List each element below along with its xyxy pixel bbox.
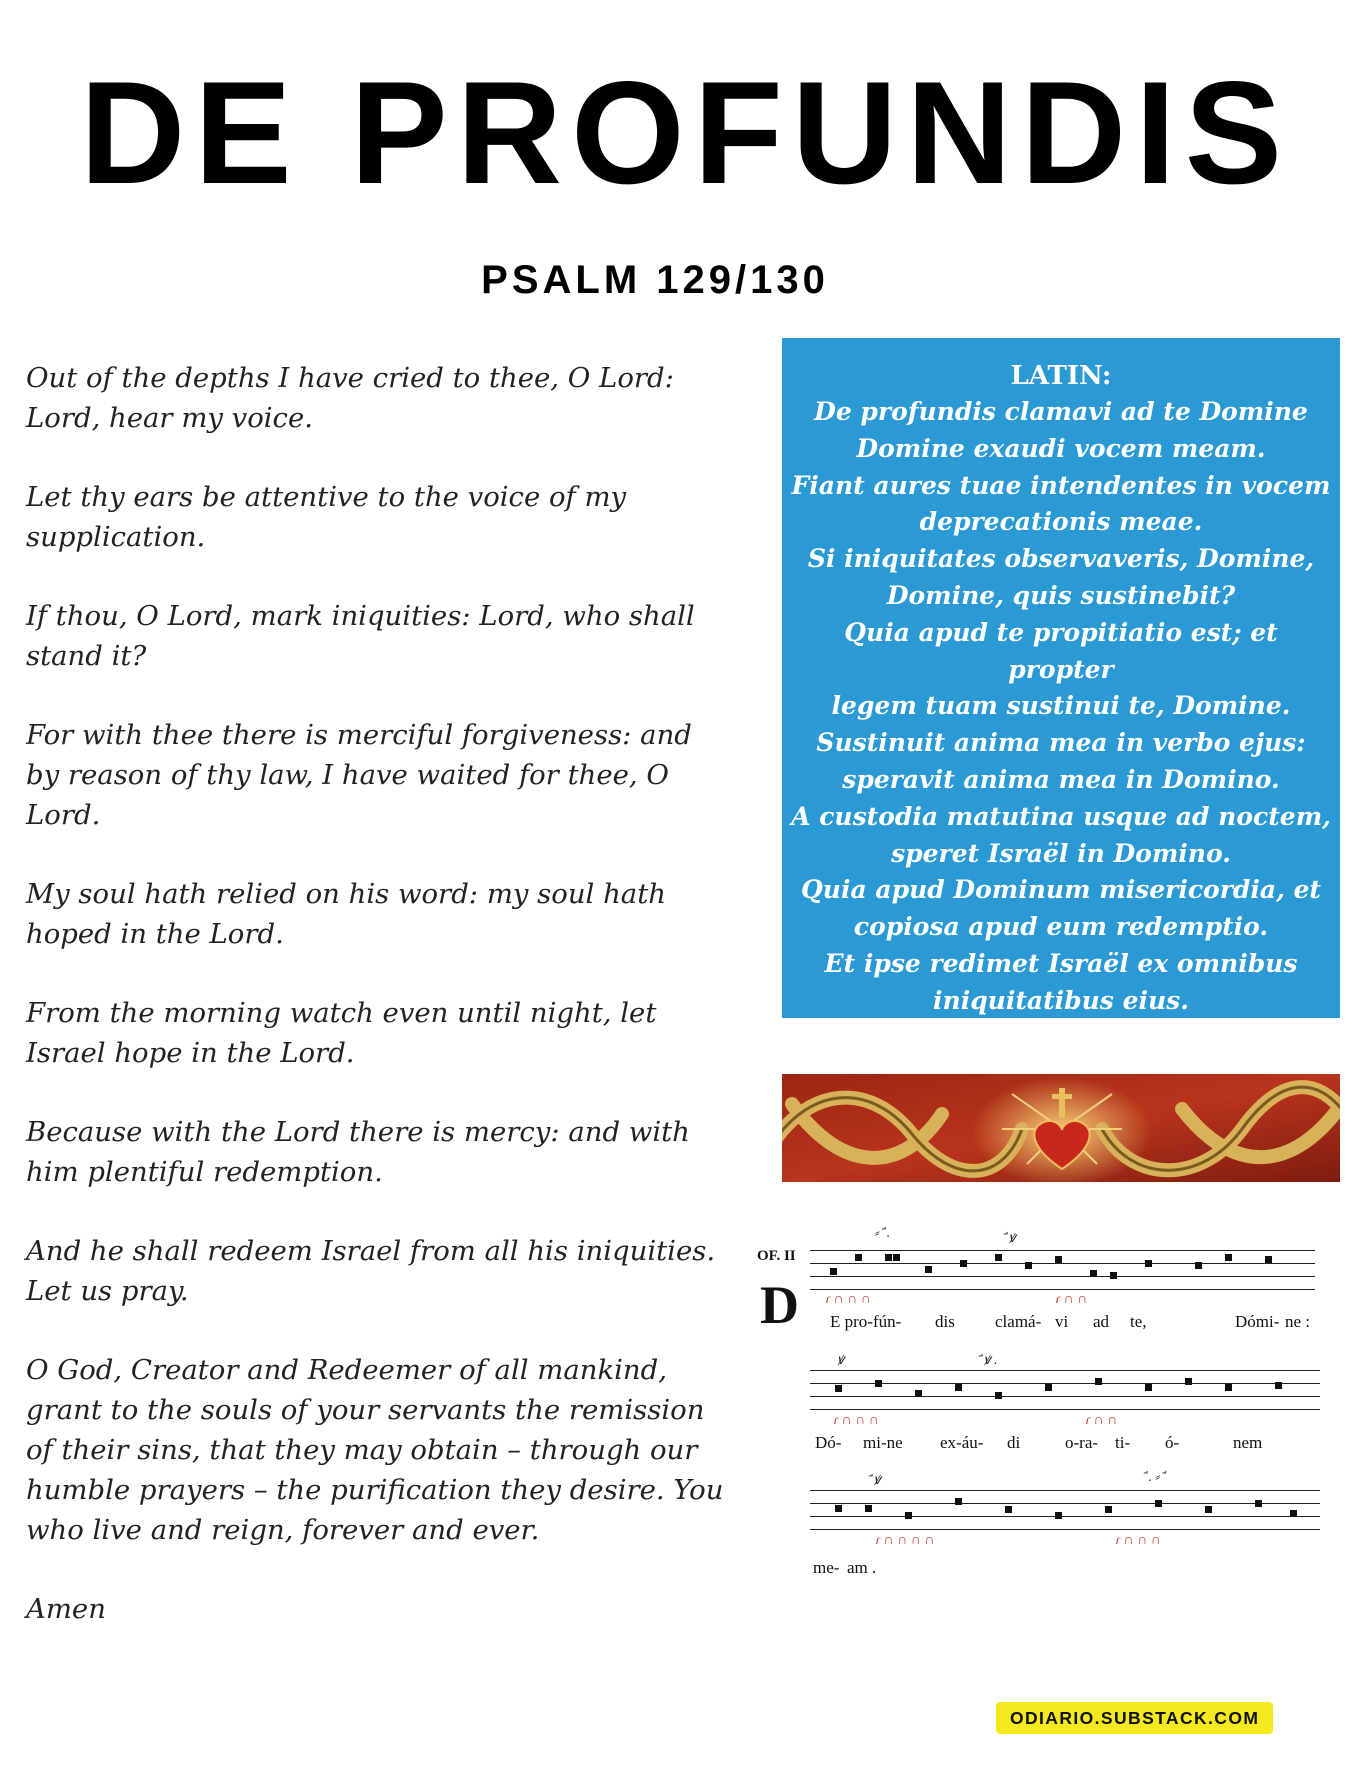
chant-note [905,1512,912,1519]
chant-note [1055,1256,1062,1263]
chant-lyric: o-ra- [1065,1433,1099,1452]
chant-lyric: te, [1130,1312,1147,1331]
latin-line: A custodia matutina usque ad noctem, [791,801,1331,831]
english-verse: For with thee there is merciful forgiveness: and by reason of thy law, I have waited for thee, O Lord. [26,719,692,831]
latin-line: De profundis clamavi ad te Domine [814,397,1308,426]
chant-lyric: ne : [1285,1312,1311,1331]
latin-line: legem tuam sustinui te, Domine. [831,691,1291,721]
latin-line: iniquitatibus eius. [933,985,1189,1015]
chant-lyric: ó- [1165,1433,1180,1452]
chant-note [835,1505,842,1512]
chant-neume: ꜚ ꝟ [1005,1231,1016,1246]
website-badge[interactable]: ODIARIO.SUBSTACK.COM [996,1702,1273,1734]
latin-line: Domine exaudi vocem meam. [856,433,1266,463]
latin-line: Sustinuit anima mea in verbo ejus: [816,728,1306,758]
chant-neume: ɾ ∩ ∩ ∩ [833,1413,879,1428]
sacred-heart-banner-image [782,1074,1340,1182]
chant-note [960,1260,967,1267]
chant-note [995,1392,1002,1399]
english-prayer: O God, Creator and Redeemer of all mankind, grant to the souls of your servants the remission of their sins, that they may obtain – through our humble prayers – the purification they desire. You who live and reign, forever and ever. [26,1354,724,1546]
chant-note [1265,1256,1272,1263]
chant-note [830,1268,837,1275]
chant-note [995,1254,1002,1261]
english-translation [26,358,726,1668]
chant-note [925,1266,932,1273]
chant-lyric: clamá- [995,1312,1042,1331]
latin-line: Si iniquitates observaveris, Domine, [807,544,1315,574]
chant-lyric: am . [847,1558,877,1577]
english-verse: From the morning watch even until night, let Israel hope in the Lord. [26,997,657,1069]
chant-note [1095,1378,1102,1385]
gregorian-chant-score [755,1220,1355,1600]
chant-note [1195,1262,1202,1269]
chant-initial: D [760,1275,799,1335]
english-verse: If thou, O Lord, mark iniquities: Lord, who shall stand it? [26,600,695,672]
chant-note [1275,1382,1282,1389]
latin-line: Quia apud te propitiatio est; et propter [844,617,1278,684]
english-verse: Out of the depths I have cried to thee, O Lord: Lord, hear my voice. [26,362,674,434]
chant-lyric: ad [1093,1312,1110,1331]
chant-note [1090,1270,1097,1277]
chant-neume: ꝟ [837,1353,845,1368]
english-verse: And he shall redeem Israel from all his iniquities. Let us pray. [26,1235,716,1307]
chant-staff [810,1370,1320,1410]
chant-note [1005,1506,1012,1513]
latin-heading: LATIN: [1010,361,1112,391]
chant-lyric: vi [1055,1312,1069,1331]
latin-line: speret Israël in Domino. [891,838,1231,868]
chant-note [1110,1272,1117,1279]
chant-mode: OF. II [757,1248,796,1264]
chant-note [1205,1506,1212,1513]
chant-note [1105,1506,1112,1513]
chant-staff [810,1490,1320,1530]
chant-lyric: ti- [1115,1433,1131,1452]
page-subtitle: PSALM 129/130 [481,258,829,302]
chant-note [885,1254,892,1261]
chant-note [1225,1254,1232,1261]
chant-neume: ɾ ∩ ∩ [1085,1413,1118,1428]
chant-lyric: E pro-fún- [830,1312,902,1331]
chant-neume: ꜚ . ⸗ ꜚ [1145,1470,1164,1485]
english-amen: Amen [26,1593,106,1625]
chant-lyric: dis [935,1312,955,1331]
page-title: DE PROFUNDIS [79,51,1292,214]
chant-note [955,1384,962,1391]
chant-note [915,1390,922,1397]
chant-lyric: nem [1233,1433,1263,1452]
chant-note [875,1380,882,1387]
english-verse: My soul hath relied on his word: my soul hath hoped in the Lord. [26,878,666,950]
latin-line: speravit anima mea in Domino. [842,764,1280,794]
english-verse: Let thy ears be attentive to the voice of my supplication. [26,481,627,553]
chant-note [1155,1500,1162,1507]
chant-note [1025,1262,1032,1269]
sacred-heart-illustration [782,1074,1340,1182]
chant-note [955,1498,962,1505]
chant-note [1145,1384,1152,1391]
latin-line: Quia apud Dominum misericordia, et [801,875,1321,905]
chant-note [1145,1260,1152,1267]
chant-neume: ⸗ ꜚ . [875,1226,891,1241]
chant-note [1225,1384,1232,1391]
chant-neume: ɾ ∩ ∩ ∩ [1115,1533,1161,1548]
chant-note [1055,1512,1062,1519]
chant-note [1045,1384,1052,1391]
latin-line: Domine, quis sustinebit? [886,580,1236,610]
chant-note [893,1254,900,1261]
chant-lyric: Dómi- [1235,1312,1280,1331]
chant-lyric: me- [813,1558,840,1577]
chant-lyric: mi-ne [863,1433,903,1452]
latin-line: Et ipse redimet Israël ex omnibus [824,948,1298,978]
chant-lyric: di [1007,1433,1021,1452]
english-verse: Because with the Lord there is mercy: and with him plentiful redemption. [26,1116,690,1188]
chant-neume: ɾ ∩ ∩ ∩ ∩ [875,1533,935,1548]
chant-note [835,1385,842,1392]
chant-lyric: Dó- [815,1433,842,1452]
chant-neume: ɾ ∩ ∩ ∩ [825,1292,871,1307]
latin-text-box [782,338,1340,1018]
chant-note [1290,1510,1297,1517]
chant-neume: ꜚ ꝟ [870,1473,881,1488]
chant-note [865,1505,872,1512]
chant-note [855,1254,862,1261]
chant-note [1185,1378,1192,1385]
latin-line: Fiant aures tuae intendentes in vocem [791,470,1331,500]
latin-line: deprecationis meae. [919,507,1203,537]
latin-line: copiosa apud eum redemptio. [853,912,1269,942]
chant-lyric: ex-áu- [940,1433,984,1452]
chant-neume: ɾ ∩ ∩ [1055,1292,1088,1307]
chant-note [1255,1500,1262,1507]
chant-neume: ꜚ ꝟ . [980,1353,998,1368]
